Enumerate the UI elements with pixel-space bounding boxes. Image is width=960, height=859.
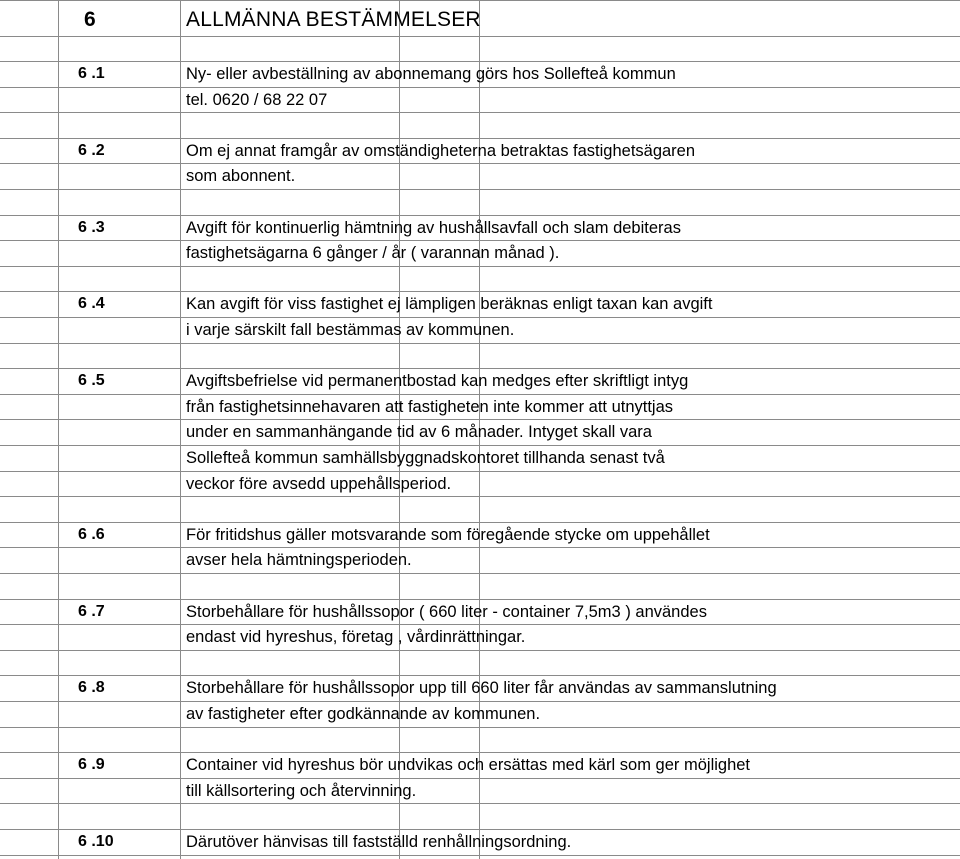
rule-text-line: Kan avgift för viss fastighet ej lämpligen beräknas enligt taxan kan avgift — [186, 295, 713, 314]
rule-continuation-row — [0, 547, 960, 573]
rule-text-line: i varje särskilt fall bestämmas av kommunen. — [186, 321, 515, 339]
rule-text-line: Storbehållare för hushållssopor ( 660 liter - container 7,5m3 ) användes — [186, 602, 707, 621]
rule-text-line: Avgiftsbefrielse vid permanentbostad kan medges efter skriftligt intyg — [186, 372, 689, 391]
section-number: 6 — [84, 8, 96, 31]
rule-text-line: tel. 0620 / 68 22 07 — [186, 90, 328, 109]
rule-row — [0, 61, 960, 87]
rule-continuation-row — [0, 163, 960, 189]
rule-number: 6 .6 — [78, 525, 105, 543]
rule-text-line: Därutöver hänvisas till fastställd renhållningsordning. — [186, 833, 572, 851]
rule-row — [0, 522, 960, 548]
rule-row — [0, 675, 960, 701]
rule-number: 6 .8 — [78, 679, 105, 697]
rule-continuation-row — [0, 471, 960, 497]
grid-row-line — [0, 573, 960, 574]
rule-continuation-row — [0, 394, 960, 420]
rule-continuation-row — [0, 317, 960, 343]
rule-row — [0, 368, 960, 394]
rule-text-line: avser hela hämtningsperioden. — [186, 551, 412, 570]
grid-row-line — [0, 496, 960, 497]
rule-text-line: från fastighetsinnehavaren att fastigheten inte kommer att utnyttjas — [186, 397, 674, 416]
rule-number: 6 .10 — [78, 833, 114, 850]
rule-row — [0, 829, 960, 855]
grid-row-line — [0, 0, 960, 1]
rule-text-line: Container vid hyreshus bör undvikas och ersättas med kärl som ger möjlighet — [186, 756, 751, 775]
rule-number: 6 .7 — [78, 602, 105, 620]
rule-text-line: under en sammanhängande tid av 6 månader. Intyget skall vara — [186, 423, 652, 442]
rule-continuation-row — [0, 778, 960, 804]
rule-text-line: av fastigheter efter godkännande av kommunen. — [186, 705, 541, 723]
rule-row — [0, 752, 960, 778]
rule-number: 6 .9 — [78, 756, 105, 774]
section-title: ALLMÄNNA BESTÄMMELSER — [186, 8, 481, 31]
rule-text-line: veckor före avsedd uppehållsperiod. — [186, 474, 452, 493]
rule-number: 6 .1 — [78, 65, 105, 82]
rule-text-line: Sollefteå kommun samhällsbyggnadskontoret tillhanda senast två — [186, 449, 665, 467]
rule-row — [0, 138, 960, 164]
rule-text-line: Storbehållare för hushållssopor upp till 660 liter får användas av sammanslutning — [186, 679, 777, 698]
rule-continuation-row — [0, 624, 960, 650]
rule-number: 6 .5 — [78, 372, 105, 390]
section-heading-row — [0, 4, 960, 30]
grid-row-line — [0, 189, 960, 190]
rule-continuation-row — [0, 240, 960, 266]
rule-number: 6 .3 — [78, 218, 105, 236]
rule-text-line: till källsortering och återvinning. — [186, 781, 417, 800]
rule-text-line: Avgift för kontinuerlig hämtning av hushållsavfall och slam debiteras — [186, 218, 681, 237]
rule-row — [0, 291, 960, 317]
rule-text-line: som abonnent. — [186, 167, 296, 186]
grid-row-line — [0, 36, 960, 37]
rule-text-line: För fritidshus gäller motsvarande som föregående stycke om uppehållet — [186, 525, 710, 544]
rule-text-line: Om ej annat framgår av omständigheterna betraktas fastighetsägaren — [186, 141, 696, 160]
rule-row — [0, 215, 960, 241]
rule-continuation-row — [0, 445, 960, 471]
rule-continuation-row — [0, 419, 960, 445]
rule-row — [0, 599, 960, 625]
rule-continuation-row — [0, 701, 960, 727]
rule-text-line: fastighetsägarna 6 gånger / år ( varannan månad ). — [186, 244, 560, 263]
rule-continuation-row — [0, 87, 960, 113]
rule-text-line: endast vid hyreshus, företag , vårdinrättningar. — [186, 628, 526, 647]
rule-number: 6 .4 — [78, 295, 105, 313]
rule-number: 6 .2 — [78, 141, 105, 159]
grid-row-line — [0, 112, 960, 113]
grid-row-line — [0, 803, 960, 804]
rule-text-line: Ny- eller avbeställning av abonnemang görs hos Sollefteå kommun — [186, 65, 676, 83]
